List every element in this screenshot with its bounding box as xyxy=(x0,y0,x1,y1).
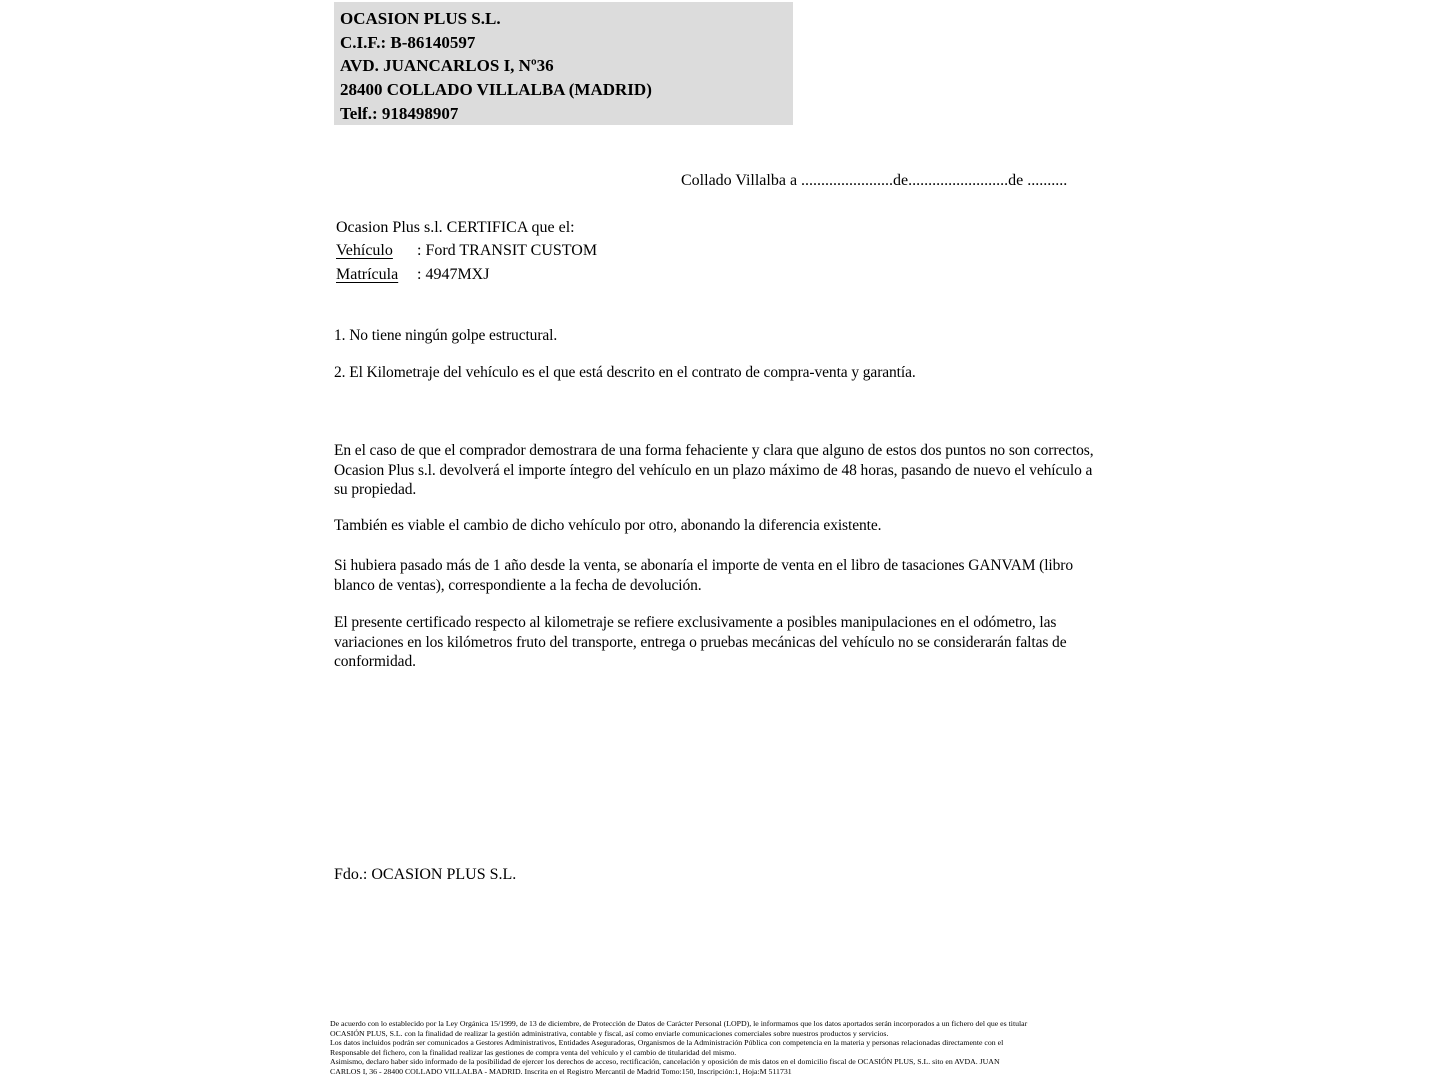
certification-intro: Ocasion Plus s.l. CERTIFICA que el: xyxy=(336,219,575,236)
legal-footer-line: Responsable del fichero, con la finalidad realizar las gestiones de compra venta del vehículo y el cambio de titularidad del mismo. xyxy=(330,1047,737,1057)
certification-block xyxy=(336,216,597,286)
paragraph-ganvam-valuation: Si hubiera pasado más de 1 año desde la venta, se abonaría el importe de venta en el libro de tasaciones GANVAM (libro blanco de ventas), correspondiente a la fecha de devolución. xyxy=(334,557,1074,594)
legal-footer-line: CARLOS I, 36 - 28400 COLLADO VILLALBA - MADRID. Inscrita en el Registro Mercantil de Madrid Tomo:150, Inscripción:1, Hoja:M 511731 xyxy=(330,1066,792,1076)
company-name: OCASION PLUS S.L. xyxy=(340,9,501,28)
vehicle-field xyxy=(336,239,597,262)
plate-value: : 4947MXJ xyxy=(417,265,490,283)
company-header-box xyxy=(334,2,793,125)
paragraph-refund-terms: En el caso de que el comprador demostrara de una forma fehaciente y clara que alguno de estos dos puntos no son correctos, Ocasion Plus s.l. devolverá el importe íntegro del vehículo en un plazo máximo de 48 horas, pasando de nuevo el vehículo a su propiedad. xyxy=(334,442,1094,499)
legal-footer xyxy=(330,1019,1120,1077)
certification-point-2: 2. El Kilometraje del vehículo es el que está descrito en el contrato de compra-venta y garantía. xyxy=(334,364,916,381)
legal-footer-line: Asimismo, declaro haber sido informado de la posibilidad de ejercer los derechos de acceso, rectificación, cancelación y oposición de mis datos en el domicilio fiscal de OCASIÓN PLUS, S.L. sito en AVDA. JUAN xyxy=(330,1057,1000,1067)
vehicle-value: : Ford TRANSIT CUSTOM xyxy=(417,242,598,260)
paragraph-exchange-option: También es viable el cambio de dicho vehículo por otro, abonando la diferencia existente. xyxy=(334,517,882,534)
legal-footer-line: OCASIÓN PLUS, S.L. con la finalidad de realizar la gestión administrativa, contable y fiscal, así como enviarle comunicaciones comerciales sobre nuestros productos y servicios. xyxy=(330,1028,889,1038)
company-cif: C.I.F.: B-86140597 xyxy=(340,32,476,52)
company-city: 28400 COLLADO VILLALBA (MADRID) xyxy=(340,80,652,100)
plate-field xyxy=(336,263,597,286)
signature-line: Fdo.: OCASION PLUS S.L. xyxy=(334,866,517,883)
paragraph-odometer-disclaimer: El presente certificado respecto al kilometraje se refiere exclusivamente a posibles manipulaciones en el odómetro, las variaciones en los kilómetros fruto del transporte, entrega o pruebas mecánicas del vehículo no se considerarán faltas de conformidad. xyxy=(334,614,1067,671)
certification-point-1: 1. No tiene ningún golpe estructural. xyxy=(334,327,558,344)
plate-label: Matrícula xyxy=(336,265,399,283)
company-address: AVD. JUANCARLOS I, Nº36 xyxy=(340,56,554,76)
legal-footer-line: De acuerdo con lo establecido por la Ley Orgánica 15/1999, de 13 de diciembre, de Protección de Datos de Carácter Personal (LOPD), le informamos que los datos aportados serán incorporados a un fichero del que es titular xyxy=(330,1019,1028,1028)
vehicle-label: Vehículo xyxy=(336,242,393,260)
date-fill-in-line: Collado Villalba a .......................de.........................de .......... xyxy=(681,172,1068,189)
company-phone: Telf.: 918498907 xyxy=(340,103,459,123)
legal-footer-line: Los datos incluidos podrán ser comunicados a Gestores Administrativos, Entidades Aseguradoras, Organismos de la Administración Pública con competencia en la materia y personas relacionadas directamente con el xyxy=(330,1038,1004,1048)
